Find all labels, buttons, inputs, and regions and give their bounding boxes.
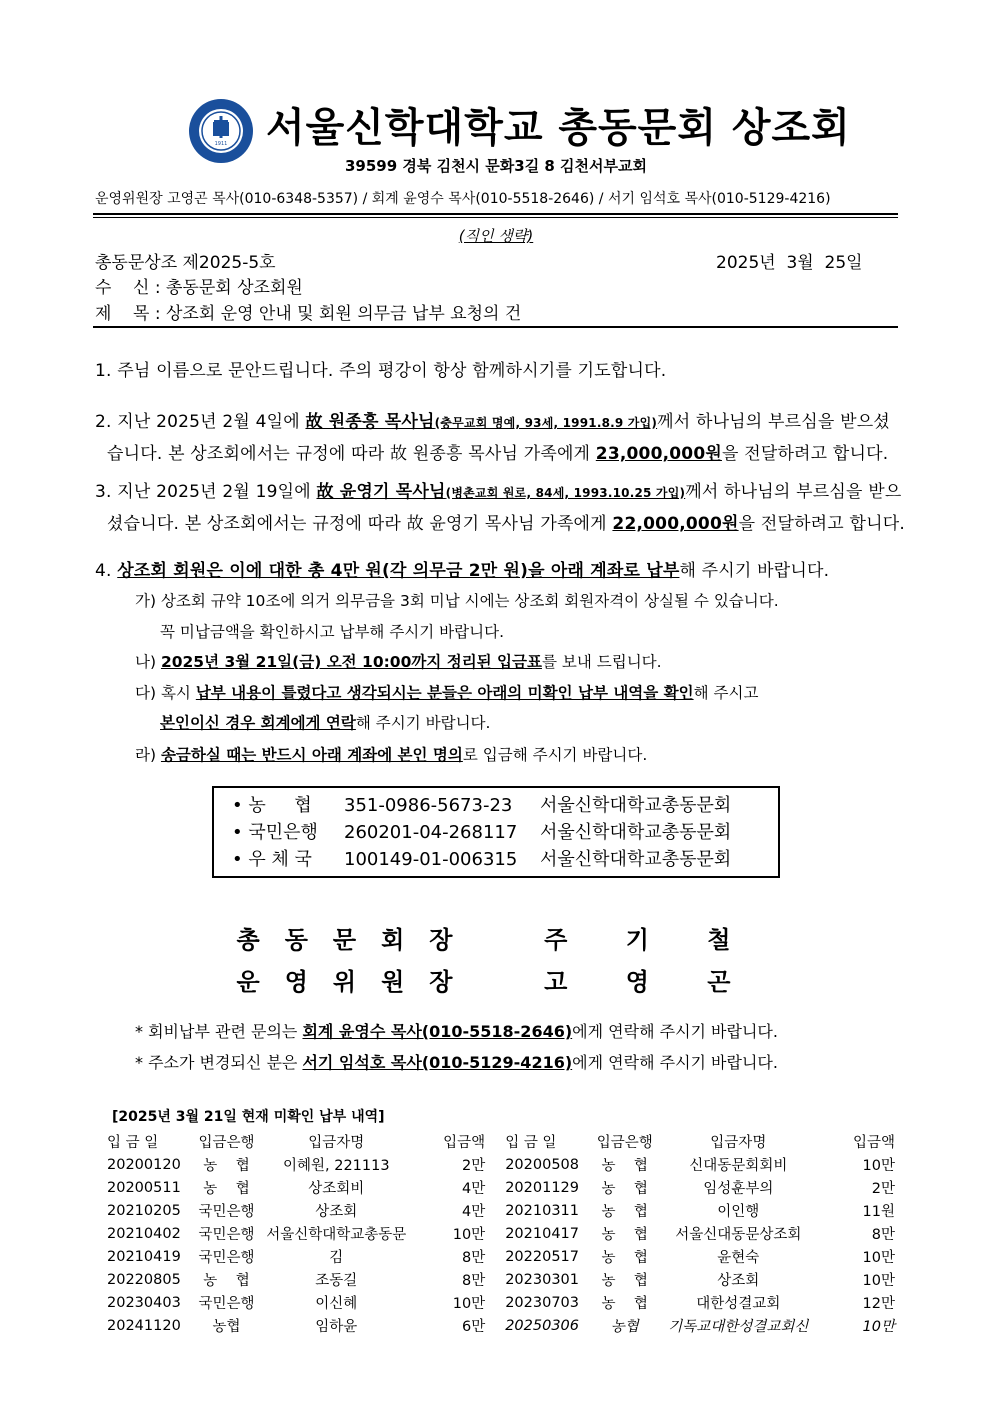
table-cell: 10만: [862, 1319, 895, 1335]
column-header: 입 금 일: [505, 1135, 557, 1151]
officers-contact: 운영위원장 고영곤 목사(010-6348-5357) / 회계 윤영수 목사(010-5518-2646) / 서기 임석호 목사(010-5129-4216): [95, 191, 831, 207]
table-cell: 2만: [461, 1158, 486, 1174]
table-cell: 농 협: [601, 1204, 648, 1220]
text: 해 주시고: [693, 684, 759, 702]
account-number: 351-0986-5673-23: [344, 795, 513, 816]
table-cell: 20210419: [107, 1248, 181, 1265]
table-cell: 조동길: [315, 1273, 358, 1289]
divider: [93, 217, 898, 218]
table-cell: 20230703: [505, 1294, 580, 1311]
table-cell: 11원: [862, 1204, 895, 1220]
treasurer-contact: 회계 윤영수 목사(010-5518-2646): [302, 1022, 573, 1041]
table-cell: 8만: [871, 1227, 895, 1243]
deceased-name: 故 윤영기 목사님(병촌교회 원로, 84세, 1993.10.25 가입): [316, 482, 686, 502]
table-cell: 20250306: [505, 1317, 580, 1334]
text: 4.: [95, 561, 118, 581]
text: 3. 지난 2025년 2월 19일에: [95, 482, 317, 502]
text: 를 보내 드립니다.: [541, 653, 662, 671]
column-header: 입 금 일: [107, 1135, 159, 1151]
paragraph-3-line-1: [95, 477, 901, 502]
subject-label: 제 목: [95, 304, 150, 324]
svg-text:1911: 1911: [214, 141, 228, 147]
table-row: [105, 1153, 897, 1176]
transfer-instruction: 송금하실 때는 반드시 아래 계좌에 본인 명의: [160, 746, 463, 764]
text: 에게 연락해 주시기 바랍니다.: [572, 1053, 778, 1072]
bank-accounts-box: [212, 786, 780, 878]
table-cell: 20210417: [505, 1225, 580, 1242]
table-row: [105, 1268, 897, 1291]
table-cell: 10만: [862, 1158, 895, 1174]
table-cell: 임성훈부의: [703, 1181, 774, 1197]
account-row: [232, 819, 760, 846]
unconfirmed-payments-title: [2025년 3월 21일 현재 미확인 납부 내역]: [112, 1109, 385, 1125]
address: 39599 경북 김천시 문화3길 8 김천서부교회: [344, 157, 648, 175]
text: 에게 연락해 주시기 바랍니다.: [572, 1022, 778, 1041]
table-header-row: [105, 1130, 897, 1153]
account-holder: 서울신학대학교총동문회: [540, 822, 732, 843]
table-row: [105, 1222, 897, 1245]
text: 나): [135, 653, 161, 671]
table-cell: 기독교대한성결교회신: [668, 1319, 809, 1335]
unconfirmed-payments-table: [105, 1130, 897, 1337]
table-cell: 윤현숙: [717, 1250, 760, 1266]
text: 을 전달하려고 합니다.: [721, 444, 889, 464]
table-cell: 농 협: [601, 1273, 648, 1289]
paragraph-1: 1. 주님 이름으로 문안드립니다. 주의 평강이 항상 함께하시기를 기도합니다.: [95, 361, 667, 381]
table-cell: 20200120: [107, 1156, 181, 1173]
deceased-name: 故 원종흥 목사님(충무교회 명예, 93세, 1991.8.9 가입): [305, 412, 658, 432]
text: 께서 하나님의 부르심을 받으셨: [657, 412, 890, 432]
table-cell: 대한성결교회: [696, 1296, 781, 1312]
table-cell: 국민은행: [198, 1296, 255, 1312]
item-ra: [135, 743, 647, 765]
table-row: [105, 1245, 897, 1268]
signature-president: 총동문회장 주 기 철: [236, 925, 756, 954]
text: 께서 하나님의 부르심을 받으: [685, 482, 902, 502]
table-cell: 농협: [212, 1319, 241, 1335]
table-cell: 6만: [461, 1319, 486, 1335]
table-cell: 상조회: [315, 1204, 358, 1220]
table-cell: 8만: [461, 1273, 486, 1289]
table-cell: 20230403: [107, 1294, 181, 1311]
table-cell: 20210311: [505, 1202, 580, 1219]
table-cell: 농 협: [203, 1158, 250, 1174]
table-cell: 20220805: [107, 1271, 181, 1288]
document-number: 총동문상조 제2025-5호: [95, 253, 276, 273]
account-number: 100149-01-006315: [344, 849, 518, 870]
subject: : 상조회 운영 안내 및 회원 의무금 납부 요청의 건: [154, 304, 522, 324]
table-cell: 10만: [452, 1227, 486, 1243]
deadline: 2025년 3월 21일(금) 오전 10:00까지 정리된 입금표: [160, 653, 542, 671]
table-cell: 김: [329, 1250, 344, 1266]
text: 다) 혹시: [135, 684, 196, 702]
table-cell: 농 협: [203, 1273, 250, 1289]
item-na: [135, 650, 662, 672]
secretary-contact: 서기 임석호 목사(010-5129-4216): [302, 1053, 573, 1072]
text: 습니다. 본 상조회에서는 규정에 따라 故 원종흥 목사님 가족에게: [107, 444, 596, 464]
table-cell: 농협: [610, 1319, 639, 1335]
contact-instruction: 본인이신 경우 회계에게 연락: [160, 714, 356, 732]
table-cell: 20220517: [505, 1248, 580, 1265]
table-cell: 10만: [862, 1273, 895, 1289]
table-cell: 국민은행: [198, 1250, 255, 1266]
account-holder: 서울신학대학교총동문회: [540, 849, 732, 870]
subject-line: [95, 299, 521, 324]
bank-name: • 국민은행: [232, 822, 318, 843]
paragraph-4: [95, 556, 829, 581]
note-address-change: [135, 1050, 778, 1073]
table-cell: 국민은행: [198, 1227, 255, 1243]
table-cell: 농 협: [203, 1181, 250, 1197]
bank-name: • 농 협: [232, 795, 312, 816]
document-date: 2025년 3월 25일: [716, 253, 863, 273]
item-da-line-2: [160, 711, 490, 733]
table-cell: 20210205: [107, 1202, 181, 1219]
table-cell: 농 협: [601, 1227, 648, 1243]
table-cell: 서울신대동문상조회: [675, 1227, 802, 1243]
item-da-line-1: [135, 681, 758, 703]
table-cell: 농 협: [601, 1158, 648, 1174]
paragraph-2-line-2: [107, 439, 888, 464]
text: 셨습니다. 본 상조회에서는 규정에 따라 故 윤영기 목사님 가족에게: [107, 514, 613, 534]
table-row: [105, 1291, 897, 1314]
table-cell: 8만: [461, 1250, 486, 1266]
table-cell: 이신혜: [315, 1296, 358, 1312]
table-cell: 20241120: [107, 1317, 181, 1334]
paragraph-3-line-2: [107, 509, 905, 534]
table-cell: 12만: [862, 1296, 895, 1312]
text: 해 주시기 바랍니다.: [355, 714, 491, 732]
table-cell: 20200511: [107, 1179, 181, 1196]
item-ga-line-1: 가) 상조회 규약 10조에 의거 의무금을 3회 미납 시에는 상조회 회원자격이 상실될 수 있습니다.: [135, 592, 779, 610]
column-header: 입금은행: [596, 1135, 653, 1151]
table-cell: 4만: [461, 1181, 486, 1197]
column-header: 입금은행: [198, 1135, 255, 1151]
table-cell: 국민은행: [198, 1204, 255, 1220]
recipient: : 총동문회 상조회원: [154, 278, 303, 298]
column-header: 입금액: [852, 1135, 895, 1151]
table-cell: 임하윤: [315, 1319, 358, 1335]
text: 을 전달하려고 합니다.: [738, 514, 906, 534]
check-instruction: 납부 내용이 틀렸다고 생각되시는 분들은 아래의 미확인 납부 내역을 확인: [195, 684, 694, 702]
table-cell: 서울신학대학교총동문: [266, 1227, 407, 1243]
text: * 회비납부 관련 문의는: [135, 1022, 303, 1041]
amount: 23,000,000원: [595, 444, 722, 464]
note-payment-inquiry: [135, 1019, 778, 1042]
table-cell: 이혜원, 221113: [282, 1158, 390, 1174]
divider: [93, 213, 898, 215]
seal-omitted-note: (직인 생략): [458, 227, 534, 245]
text: 라): [135, 746, 161, 764]
text: 2. 지난 2025년 2월 4일에: [95, 412, 306, 432]
table-cell: 농 협: [601, 1296, 648, 1312]
recipient-label: 수 신: [95, 278, 150, 298]
text: * 주소가 변경되신 분은: [135, 1053, 303, 1072]
table-cell: 이인행: [717, 1204, 760, 1220]
signature-chairman: 운영위원장 고 영 곤: [236, 967, 756, 996]
column-header: 입금자명: [308, 1135, 365, 1151]
table-row: [105, 1176, 897, 1199]
item-ga-line-2: 꼭 미납금액을 확인하시고 납부해 주시기 바랍니다.: [160, 623, 504, 641]
table-cell: 20200508: [505, 1156, 580, 1173]
recipient-line: [95, 273, 303, 298]
paragraph-2-line-1: [95, 407, 890, 432]
amount: 22,000,000원: [612, 514, 739, 534]
text: 로 입금해 주시기 바랍니다.: [462, 746, 648, 764]
account-row: [232, 792, 760, 819]
page-title: 서울신학대학교 총동문회 상조회: [266, 104, 851, 151]
column-header: 입금액: [443, 1135, 486, 1151]
column-header: 입금자명: [710, 1135, 767, 1151]
table-cell: 농 협: [601, 1250, 648, 1266]
account-number: 260201-04-268117: [344, 822, 518, 843]
bank-name: • 우 체 국: [232, 849, 312, 870]
table-cell: 상조회비: [308, 1181, 365, 1197]
table-cell: 상조회: [717, 1273, 760, 1289]
table-cell: 20210402: [107, 1225, 181, 1242]
divider: [93, 326, 898, 328]
table-cell: 10만: [452, 1296, 486, 1312]
table-row: [105, 1314, 897, 1337]
text: 해 주시기 바랍니다.: [679, 561, 830, 581]
table-cell: 농 협: [601, 1181, 648, 1197]
account-row: [232, 846, 760, 873]
table-cell: 20201129: [505, 1179, 580, 1196]
payment-request: 상조회 회원은 이에 대한 총 4만 원(각 의무금 2만 원)을 아래 계좌로 납부: [117, 561, 680, 581]
table-cell: 20230301: [505, 1271, 580, 1288]
table-cell: 10만: [862, 1250, 895, 1266]
table-cell: 2만: [871, 1181, 895, 1197]
table-row: [105, 1199, 897, 1222]
account-holder: 서울신학대학교총동문회: [540, 795, 732, 816]
table-cell: 신대동문회회비: [689, 1158, 788, 1174]
table-cell: 4만: [461, 1204, 486, 1220]
